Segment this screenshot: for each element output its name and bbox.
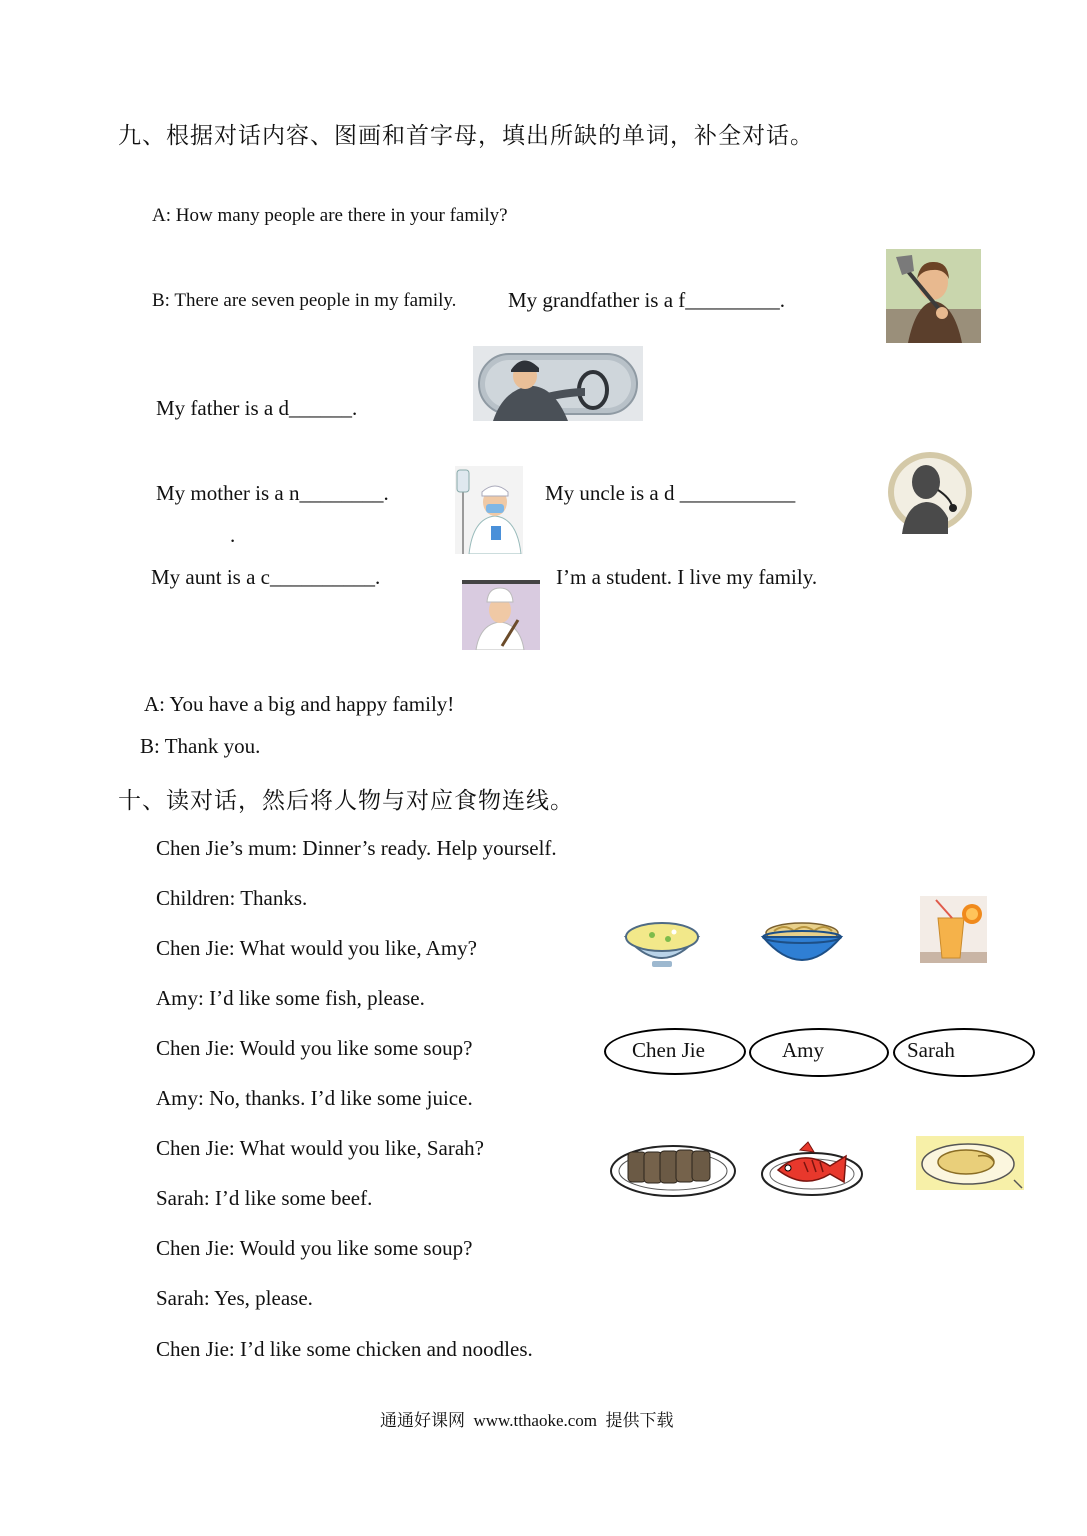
cook-icon (462, 580, 540, 650)
name-oval-amy (749, 1028, 889, 1077)
uncle-period: . (230, 523, 236, 547)
name-label: Amy (782, 1038, 824, 1062)
aunt-blank: My aunt is a c__________. (151, 565, 381, 589)
dialogue-line-a: A: How many people are there in your family? (152, 205, 508, 226)
dialogue-line: Chen Jie: Would you like some soup? (156, 1236, 473, 1260)
mother-blank: My mother is a n________. (156, 481, 389, 505)
farmer-icon (886, 249, 981, 343)
dialogue-line: Sarah: Yes, please. (156, 1286, 313, 1310)
dialogue-line: Chen Jie’s mum: Dinner’s ready. Help yourself. (156, 836, 557, 860)
name-oval-chen-jie (604, 1028, 746, 1075)
grandfather-blank: My grandfather is a f_________. (508, 288, 786, 312)
dialogue-line: Children: Thanks. (156, 886, 308, 910)
dialogue-line: Amy: I’d like some fish, please. (156, 986, 425, 1010)
nurse-icon (455, 466, 523, 554)
chicken-plate-icon (916, 1136, 1024, 1190)
soup-bowl-icon (622, 917, 702, 969)
orange-juice-icon (920, 896, 987, 963)
dialogue-line: Chen Jie: What would you like, Sarah? (156, 1136, 484, 1160)
student-line: I’m a student. I live my family. (556, 565, 818, 589)
father-blank: My father is a d______. (156, 396, 358, 420)
name-label: Sarah (907, 1038, 955, 1062)
name-oval-sarah (893, 1028, 1035, 1077)
dialogue-line: Amy: No, thanks. I’d like some juice. (156, 1086, 473, 1110)
beef-plate-icon (608, 1137, 738, 1199)
dialogue-line: Sarah: I’d like some beef. (156, 1186, 373, 1210)
footer-credit: 通通好课网 www.tthaoke.com 提供下载 (380, 1411, 674, 1430)
noodle-bowl-icon (760, 917, 844, 973)
section-10-heading: 十、读对话，然后将人物与对应食物连线。 (118, 788, 574, 813)
name-label: Chen Jie (632, 1038, 705, 1062)
driver-icon (473, 346, 643, 421)
dialogue-line-b1: B: There are seven people in my family. (152, 290, 457, 311)
reply-line-a: A: You have a big and happy family! (144, 692, 455, 716)
section-9-heading: 九、根据对话内容、图画和首字母，填出所缺的单词，补全对话。 (118, 123, 814, 148)
doctor-icon (886, 450, 974, 534)
uncle-blank: My uncle is a d ___________ (545, 481, 796, 505)
reply-line-b: B: Thank you. (140, 734, 261, 758)
fish-plate-icon (760, 1138, 866, 1198)
dialogue-line: Chen Jie: What would you like, Amy? (156, 936, 477, 960)
dialogue-line: Chen Jie: Would you like some soup? (156, 1036, 473, 1060)
dialogue-line: Chen Jie: I’d like some chicken and noodles. (156, 1337, 533, 1361)
